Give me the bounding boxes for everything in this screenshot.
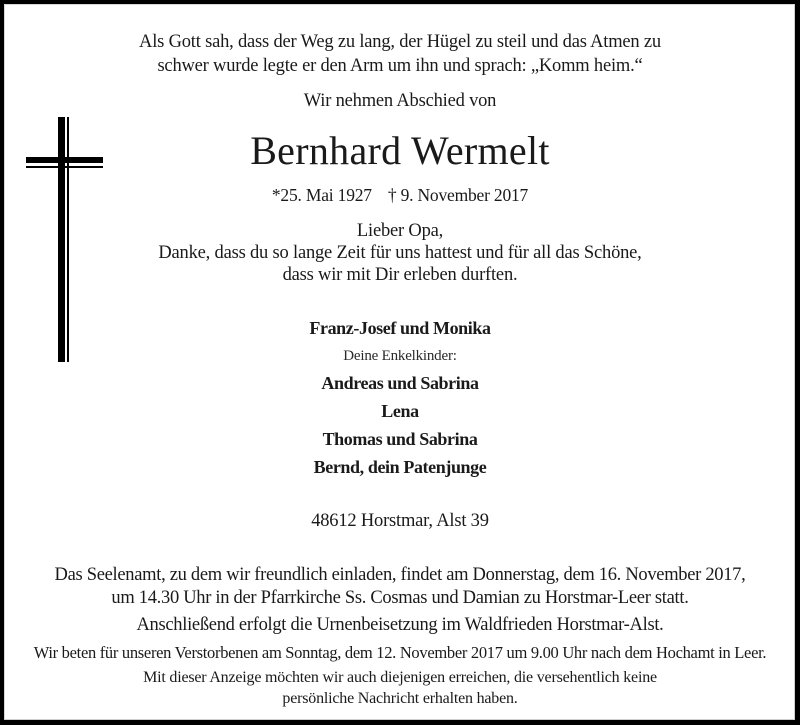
birth-date: *25. Mai 1927 <box>271 185 372 205</box>
closing-line-2: persönliche Nachricht erhalten haben. <box>282 690 518 707</box>
service-line-1: Das Seelenamt, zu dem wir freundlich einladen, findet am Donnerstag, dem 16. November 2017, <box>54 565 746 585</box>
deceased-name: Bernhard Wermelt <box>250 128 550 173</box>
message-line-2: Danke, dass du so lange Zeit für uns hattest und für all das Schöne, <box>158 243 642 263</box>
grandchildren-label: Deine Enkelkinder: <box>343 348 457 364</box>
grandchild-4: Bernd, dein Patenjunge <box>313 457 487 477</box>
life-dates <box>0 185 800 206</box>
mourner-children: Franz-Josef und Monika <box>309 318 491 338</box>
message-line-3: dass wir mit Dir erleben durften. <box>282 265 518 285</box>
closing-line-1: Mit dieser Anzeige möchten wir auch diejenigen erreichen, die versehentlich keine <box>143 669 657 686</box>
grandchild-1: Andreas und Sabrina <box>321 373 479 393</box>
address: 48612 Horstmar, Alst 39 <box>311 511 489 531</box>
grandchild-3: Thomas und Sabrina <box>322 429 478 449</box>
service-line-2: um 14.30 Uhr in der Pfarrkirche Ss. Cosmas und Damian zu Horstmar-Leer statt. <box>111 588 689 608</box>
poem-line-1: Als Gott sah, dass der Weg zu lang, der Hügel zu steil und das Atmen zu <box>139 32 661 52</box>
intro-text: Wir nehmen Abschied von <box>303 91 497 111</box>
poem-line-2: schwer wurde legte er den Arm um ihn und sprach: „Komm heim.“ <box>157 56 643 76</box>
grandchild-2: Lena <box>381 401 419 421</box>
burial-info: Anschließend erfolgt die Urnenbeisetzung im Waldfrieden Horstmar-Alst. <box>136 615 664 635</box>
prayer-info: Wir beten für unseren Verstorbenen am Sonntag, dem 12. November 2017 um 9.00 Uhr nach dem Hochamt in Leer. <box>33 643 767 662</box>
death-date: † 9. November 2017 <box>387 185 529 205</box>
message-line-1: Lieber Opa, <box>356 221 444 241</box>
